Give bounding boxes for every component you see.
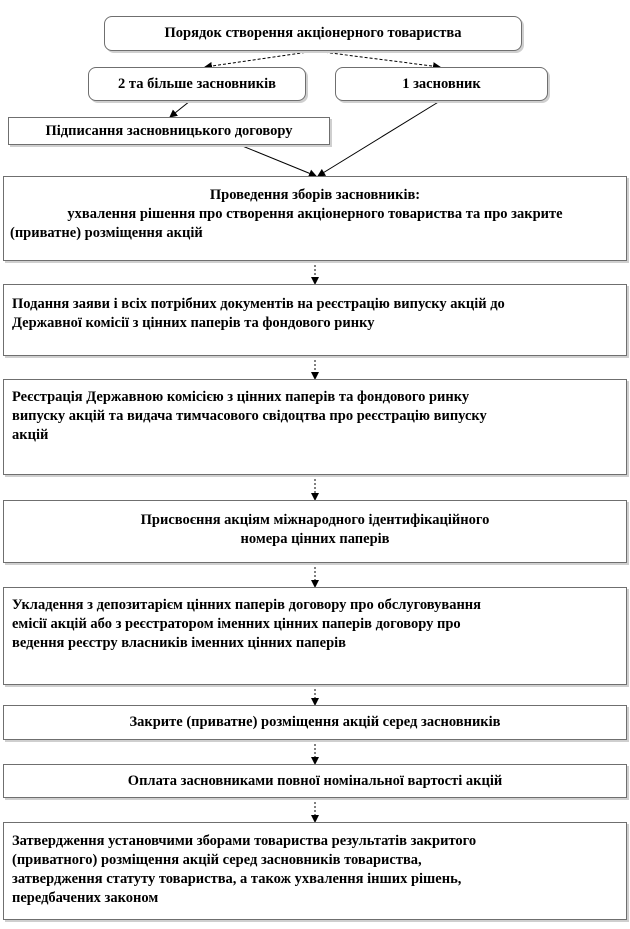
step-meeting-line-1: Проведення зборів засновників: <box>209 187 421 203</box>
step-payment-label: Оплата засновниками повної номінальної вартості акцій <box>127 773 503 789</box>
step-approval-line-2: (приватного) розміщення акцій серед засновників товариства, <box>12 852 422 868</box>
step-submit-box <box>3 284 627 356</box>
step-meeting-line-2: ухвалення рішення про створення акціонерного товариства та про закрите <box>67 206 563 222</box>
step-meeting-line-3: (приватне) розміщення акцій <box>10 225 203 241</box>
step-depository-line-3: ведення реєстру власників іменних цінних паперів <box>12 635 347 651</box>
arrow-one-to-meeting <box>318 101 440 176</box>
step-sign-box <box>8 117 330 145</box>
step-sign-label: Підписання засновницького договору <box>45 123 293 139</box>
step-depository-line-2: емісії акцій або з реєстратором іменних цінних паперів договору про <box>12 616 461 632</box>
step-isin-box <box>3 500 627 563</box>
step-approval-line-4: передбачених законом <box>12 890 159 906</box>
founders-many-label: 2 та більше засновників <box>118 76 276 92</box>
step-meeting-box <box>3 176 627 261</box>
step-placement-box <box>3 705 627 740</box>
step-isin-line-1: Присвоєння акціям міжнародного ідентифікаційного <box>140 512 490 528</box>
diagram-title: Порядок створення акціонерного товариства <box>164 25 462 41</box>
step-approval-line-1: Затвердження установчими зборами товариства результатів закритого <box>12 833 477 849</box>
step-register-box <box>3 379 627 475</box>
step-placement-label: Закрите (приватне) розміщення акцій серед засновників <box>129 714 501 730</box>
step-register-line-2: випуску акцій та видача тимчасового свідоцтва про реєстрацію випуску <box>12 408 487 424</box>
step-submit-line-1: Подання заяви і всіх потрібних документів на реєстрацію випуску акцій до <box>12 296 505 312</box>
step-register-line-3: акцій <box>12 427 49 443</box>
step-depository-line-1: Укладення з депозитарієм цінних паперів договору про обслуговування <box>12 597 482 613</box>
title-box <box>104 16 522 51</box>
step-depository-box <box>3 587 627 685</box>
step-submit-line-2: Державної комісії з цінних паперів та фондового ринку <box>12 315 375 331</box>
founders-many-box <box>88 67 306 101</box>
step-approval-box <box>3 822 627 920</box>
founder-one-label: 1 засновник <box>402 76 481 92</box>
arrow-title-to-one <box>315 51 440 67</box>
arrow-many-to-sign <box>170 101 190 117</box>
step-isin-line-2: номера цінних паперів <box>240 531 390 547</box>
step-register-line-1: Реєстрація Державною комісією з цінних паперів та фондового ринку <box>12 389 470 405</box>
step-approval-line-3: затвердження статуту товариства, а також ухвалення інших рішень, <box>12 871 462 887</box>
arrow-title-to-many <box>205 51 315 67</box>
arrow-sign-to-meeting <box>240 145 316 176</box>
step-payment-box <box>3 764 627 798</box>
founder-one-box <box>335 67 548 101</box>
